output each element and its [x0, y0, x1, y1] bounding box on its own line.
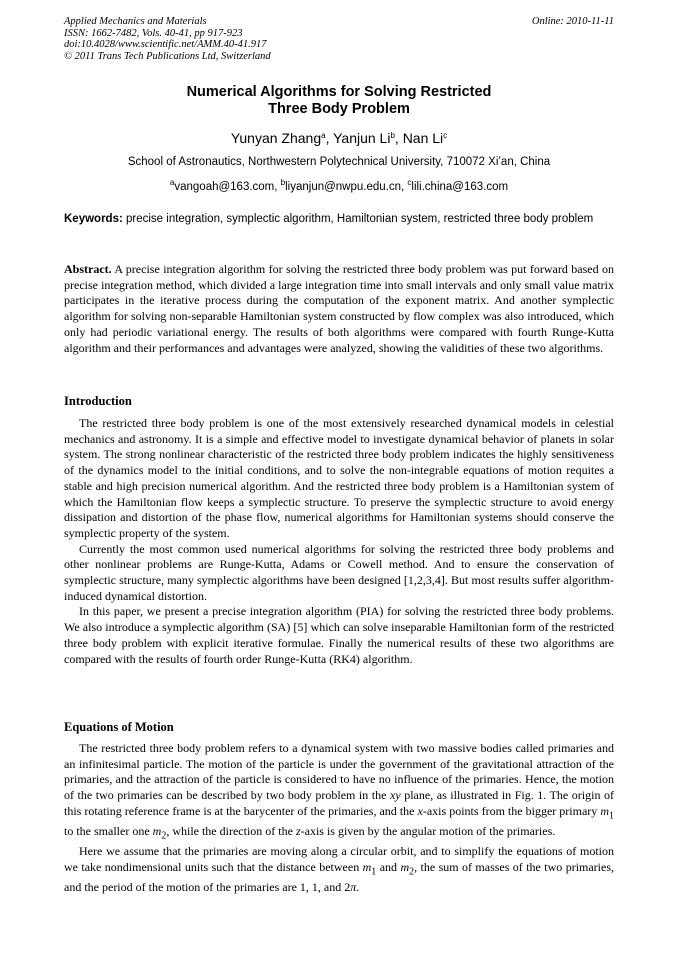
author-2-affil: b	[390, 131, 395, 140]
author-1-affil: a	[321, 131, 326, 140]
email-3[interactable]: lili.china@163.com	[411, 181, 509, 193]
keywords-text: precise integration, symplectic algorithm, Hamiltonian system, restricted three body problem	[122, 213, 594, 225]
math-var: π	[350, 879, 357, 894]
equations-of-motion-body	[64, 741, 614, 896]
email-3-mark: c	[407, 178, 412, 187]
paragraph: The restricted three body problem is one of the most extensively researched dynamical models in celestial mechanics and astronomy. It is a simple and effective model to investigate dynamical behavior of planets in solar system. The strong nonlinear characteristic of the restricted three body problem indicates the highly sensitiveness of the dynamics model to the initial conditions, and to solve the non-integrable equations of motion requites a stable and high precision numerical algorithm. And the restricted three body problem is a Hamiltonian system of which the Hamiltonian flow keeps a symplectic structure. To preserve the symplectic structure to avoid energy dissipation and distortion of the phase flow, numerical algorithms for Hamiltonian systems should conserve the symplectic property of the system.	[64, 416, 614, 540]
paper-title	[0, 84, 678, 118]
abstract-text: A precise integration algorithm for solving the restricted three body problem was put forward based on precise integration method, which divided a large integration time into small intervals and only small value matrix participates in the iterative process during the computation of the exponent matrix. And another symplectic algorithm for solving non-separable Hamiltonian system constructed by flow complex was also introduced, which only had periodic variational energy. The results of both algorithms were compared with fourth Runge-Kutta algorithm and their performances and advantages were analyzed, showing the validities of these two algorithms.	[64, 262, 614, 355]
text-run: to the smaller one	[64, 823, 153, 838]
text-run: and	[376, 859, 401, 874]
text-run: , while the direction of the	[166, 823, 296, 838]
text-run: , the sum of masses of the two primaries, and the period of the motion of the primaries are 1, 1, and 2	[64, 859, 615, 894]
author-2: Yanjun Li	[333, 130, 391, 146]
math-var: z	[295, 823, 301, 838]
section-heading-equations-of-motion: Equations of Motion	[64, 720, 174, 734]
math-sub: 1	[371, 866, 377, 878]
paragraph: Currently the most common used numerical algorithms for solving the restricted three body problems and other nonlinear problems are Runge-Kutta, Adams or Cowell method. And to ensure the conservation of symplectic structure, many symplectic algorithms have been designed [1,2,3,4]. But most results suffer algorithm-induced dynamical distortion.	[64, 541, 614, 603]
online-date: Online: 2010-11-11	[531, 16, 614, 27]
author-list	[0, 130, 678, 146]
math-var: m	[152, 823, 162, 838]
math-var: xy	[390, 788, 401, 803]
email-2[interactable]: liyanjun@nwpu.edu.cn	[285, 181, 401, 193]
keywords	[64, 212, 614, 228]
text-run: -axis points from the bigger primary	[422, 803, 601, 818]
journal-name: Applied Mechanics and Materials	[64, 16, 207, 27]
email-2-mark: b	[280, 178, 286, 187]
email-1[interactable]: vangoah@163.com	[174, 181, 275, 193]
author-3: Nan Li	[402, 130, 444, 146]
section-heading-introduction: Introduction	[64, 394, 132, 408]
author-3-affil: c	[443, 131, 448, 140]
affiliation: School of Astronautics, Northwestern Polytechnical University, 710072 Xi’an, China	[127, 156, 551, 168]
copyright-line: © 2011 Trans Tech Publications Ltd, Switzerland	[64, 50, 271, 62]
separator: ,	[325, 130, 334, 146]
math-var: x	[417, 803, 423, 818]
doi-line: doi:10.4028/www.scientific.net/AMM.40-41.917	[64, 39, 267, 50]
title-line-1: Numerical Algorithms for Solving Restricted	[186, 84, 492, 100]
separator: ,	[274, 181, 281, 193]
issn-line: ISSN: 1662-7482, Vols. 40-41, pp 917-923	[64, 27, 243, 39]
text-run: Here we assume that the primaries are moving along a circular orbit, and to simplify the equations of motion we take nondimensional units such that the distance between	[64, 844, 614, 874]
separator: ,	[394, 130, 403, 146]
abstract	[64, 262, 614, 356]
journal-header	[64, 16, 271, 62]
math-sub: 2	[161, 830, 167, 842]
text-run: .	[356, 879, 360, 894]
text-run: The restricted three body problem refers to a dynamical system with two massive bodies called primaries and an infinitesimal particle. The motion of the particle is under the government of the gravitational attraction of the primaries, and the attraction of the particle is considered to have no influence of the primaries. Hence, the motion of the two primaries can be described by two body problem in the	[64, 741, 614, 803]
paragraph: In this paper, we present a precise integration algorithm (PIA) for solving the restricted three body problems. We also introduce a symplectic algorithm (SA) [5] which can solve inseparable Hamiltonian form of the restricted three body problem with explicit iterative formulae. Finally the numerical results of these two algorithms are compared with the results of fourth order Runge-Kutta (RK4) algorithm.	[64, 604, 614, 666]
email-1-mark: a	[169, 178, 175, 187]
keywords-label: Keywords:	[64, 213, 123, 225]
math-sub: 2	[409, 866, 415, 878]
title-line-2: Three Body Problem	[268, 101, 410, 117]
separator: ,	[401, 181, 408, 193]
introduction-body	[64, 416, 614, 667]
author-1: Yunyan Zhang	[230, 130, 322, 146]
math-var: m	[400, 859, 410, 874]
math-sub: 1	[609, 810, 614, 822]
paragraph	[64, 741, 614, 844]
math-var: m	[362, 859, 372, 874]
text-run: -axis is given by the angular motion of the primaries.	[300, 823, 556, 838]
paragraph	[64, 844, 614, 896]
text-run: plane, as illustrated in Fig. 1. The origin of this rotating reference frame is at the barycenter of the primaries, and the	[64, 788, 614, 818]
math-var: m	[600, 803, 609, 818]
email-list	[0, 178, 678, 193]
abstract-label: Abstract.	[64, 262, 112, 276]
